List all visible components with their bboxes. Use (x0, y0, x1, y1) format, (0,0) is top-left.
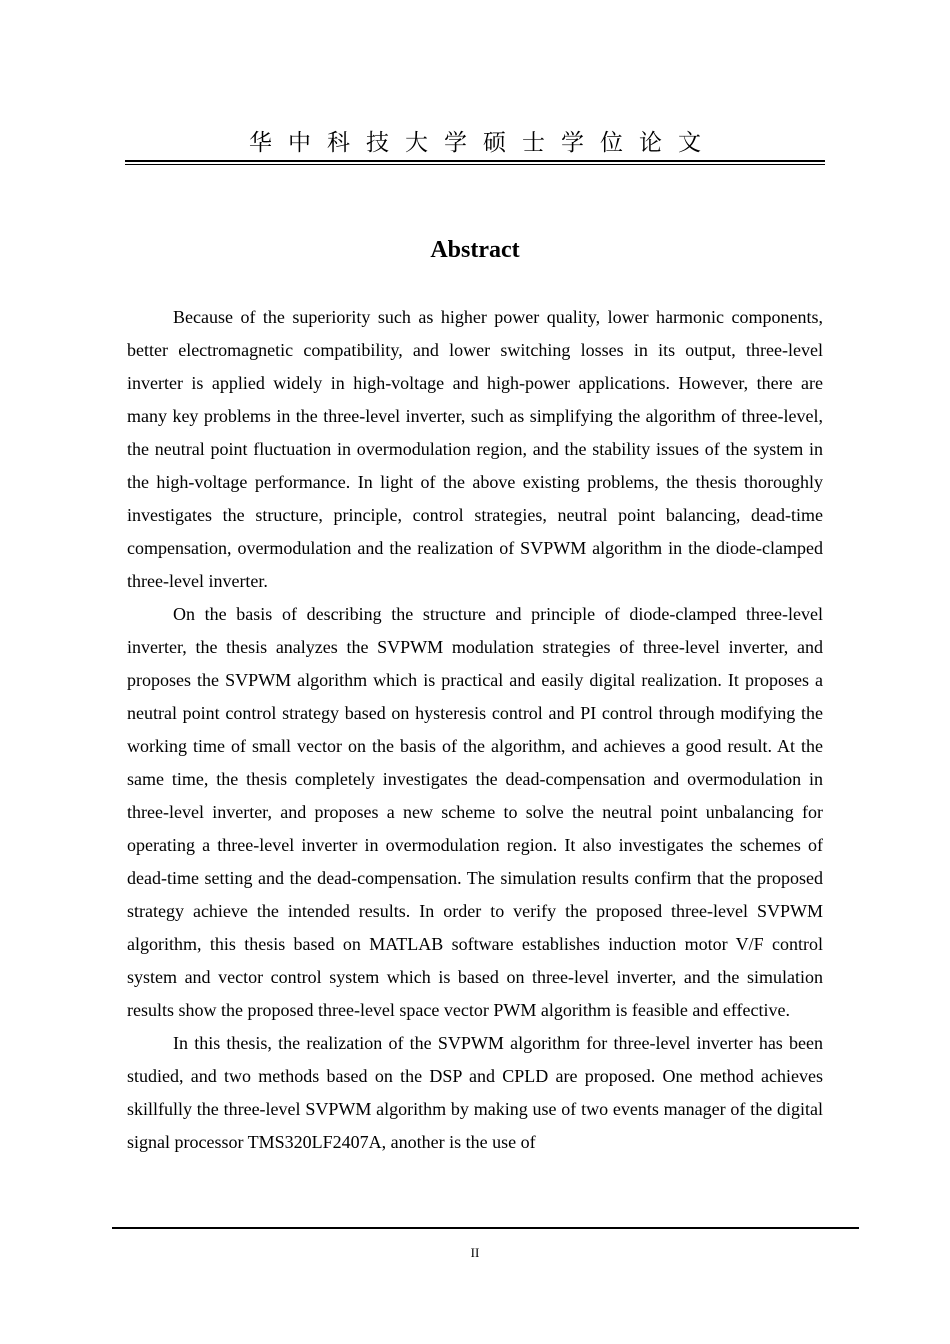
paragraph-2: On the basis of describing the structure and principle of diode-clamped three-level inverter, the thesis analyzes the SVPWM modulation strategies of three-level inverter, and proposes the SVPWM algorithm which is practical and easily digital realization. It proposes a neutral point control strategy based on hysteresis control and PI control through modifying the working time of small vector on the basis of the algorithm, and achieves a good result. At the same time, the thesis completely investigates the dead-compensation and overmodulation in three-level inverter, and proposes a new scheme to solve the neutral point unbalancing for operating a three-level inverter in overmodulation region. It also investigates the schemes of dead-time setting and the dead-compensation. The simulation results confirm that the proposed strategy achieve the intended results. In order to verify the proposed three-level SVPWM algorithm, this thesis based on MATLAB software establishes induction motor V/F control system and vector control system which is based on three-level inverter, and the simulation results show the proposed three-level space vector PWM algorithm is feasible and effective. (127, 604, 823, 1020)
header-rule (125, 160, 825, 162)
paragraph-1: Because of the superiority such as higher power quality, lower harmonic components, better electromagnetic compatibility, and lower switching losses in its output, three-level inverter is applied widely in high-voltage and high-power applications. However, there are many key problems in the three-level inverter, such as simplifying the algorithm of three-level, the neutral point fluctuation in overmodulation region, and the stability issues of the system in the high-voltage performance. In light of the above existing problems, the thesis thoroughly investigates the structure, principle, control strategies, neutral point balancing, dead-time compensation, overmodulation and the realization of SVPWM algorithm in the diode-clamped three-level inverter. (127, 307, 823, 591)
abstract-body (127, 301, 823, 1159)
running-header: 华中科技大学硕士学位论文 (249, 130, 717, 156)
page-number: II (470, 1245, 480, 1260)
page-title: Abstract (430, 237, 520, 263)
paragraph-3: In this thesis, the realization of the SVPWM algorithm for three-level inverter has been studied, and two methods based on the DSP and CPLD are proposed. One method achieves skillfully the three-level SVPWM algorithm by making use of two events manager of the digital signal processor TMS320LF2407A, another is the use of (127, 1033, 823, 1152)
footer-rule (112, 1227, 859, 1229)
header-rule-thin (125, 164, 825, 165)
